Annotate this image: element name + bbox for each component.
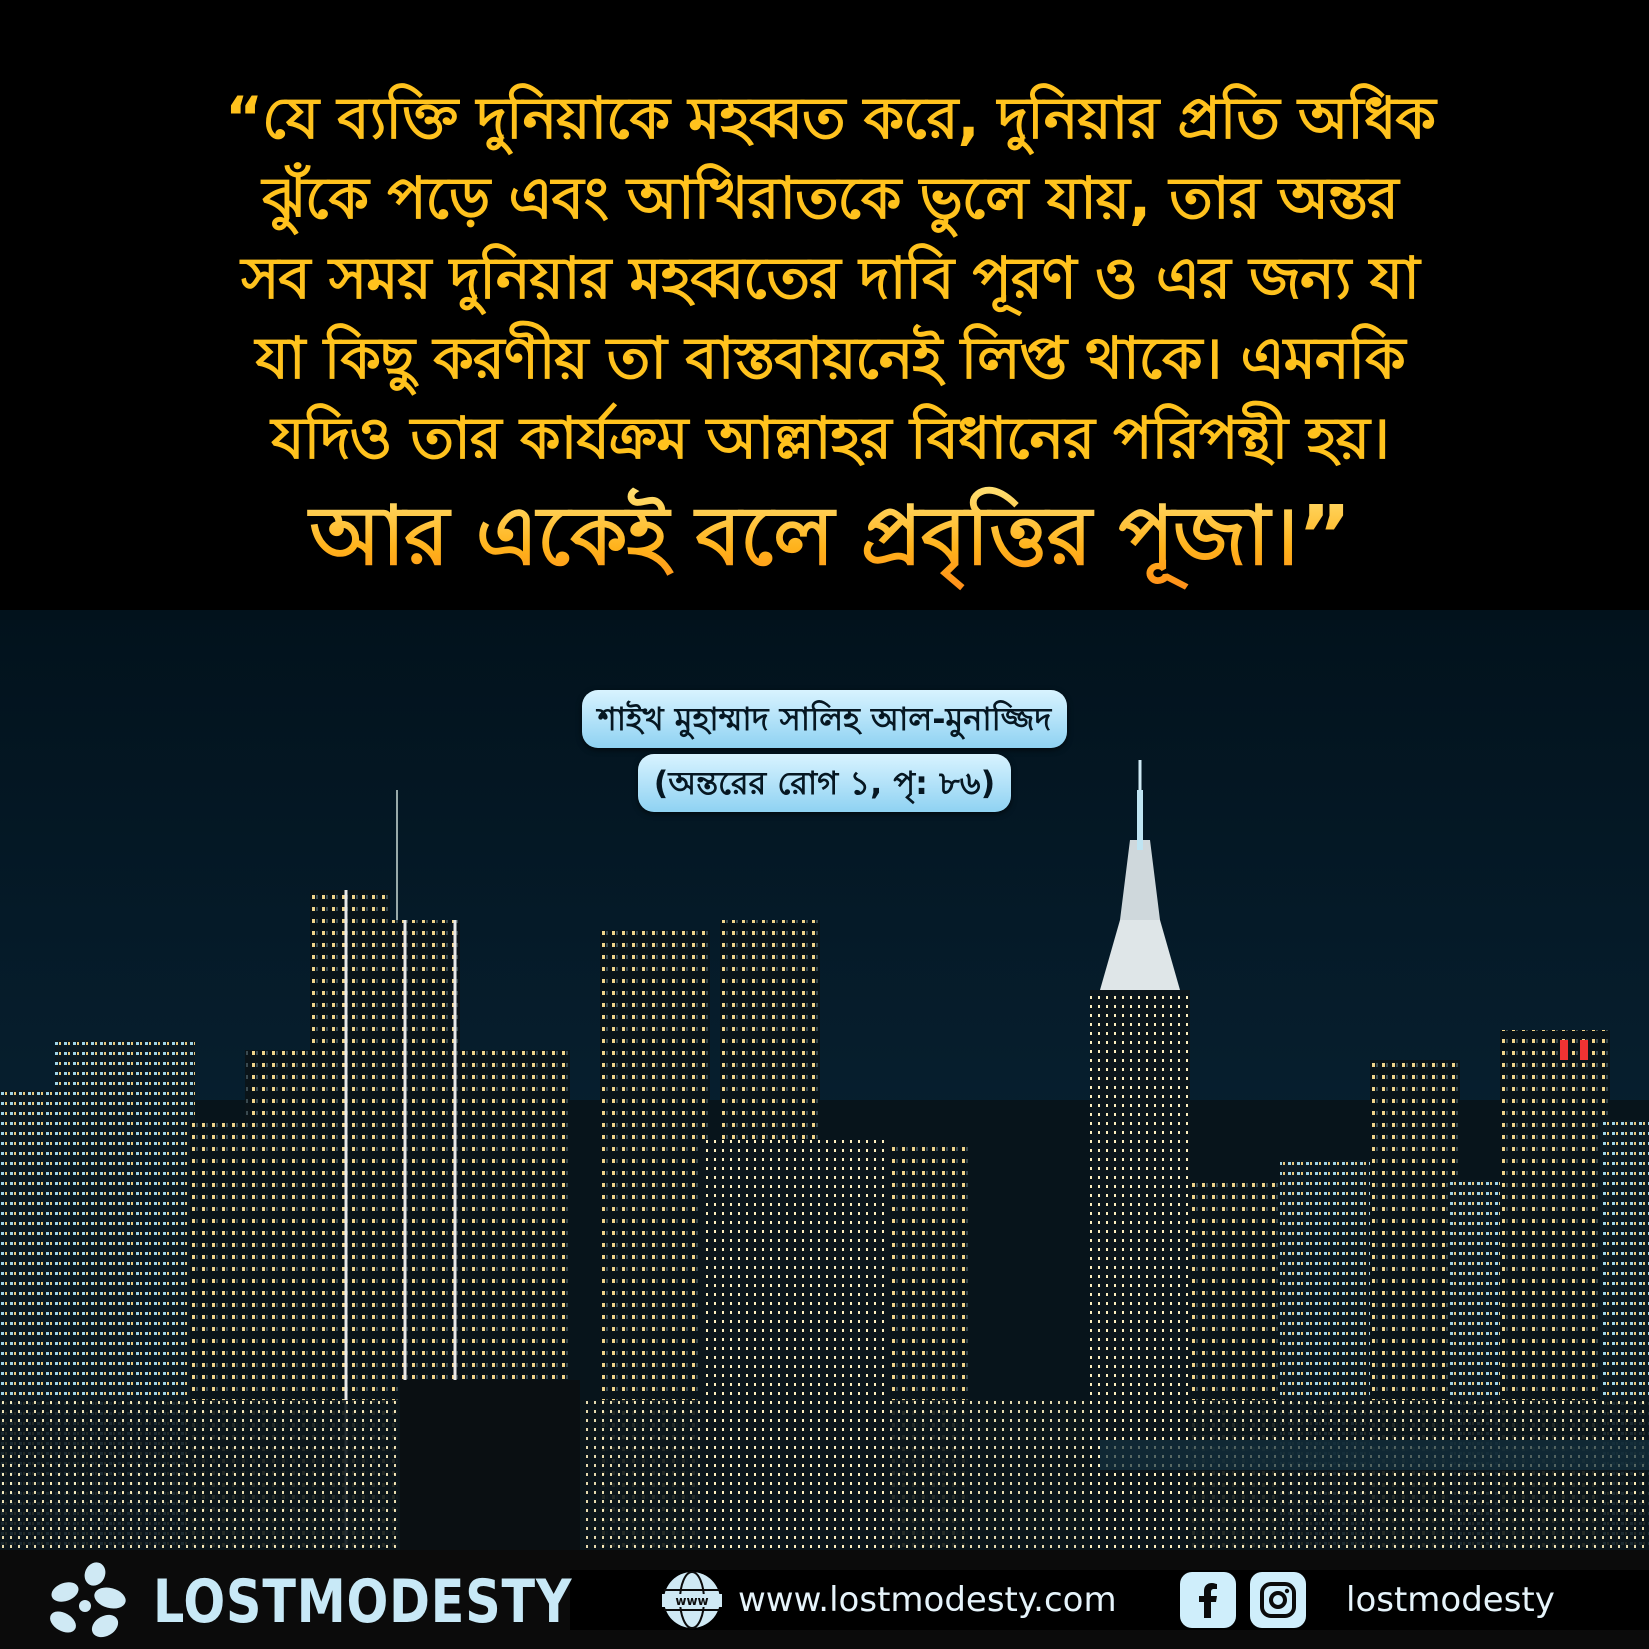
quote-line-1: “যে ব্যক্তি দুনিয়াকে মহব্বত করে, দুনিয়ার প্রতি অধিক <box>225 84 1435 152</box>
quote-line-4: যা কিছু করণীয় তা বাস্তবায়নেই লিপ্ত থাকে। এমনকি <box>255 324 1405 392</box>
city-skyline-image <box>0 760 1649 1550</box>
citation <box>0 690 1649 812</box>
facebook-icon[interactable] <box>1180 1572 1236 1628</box>
globe-icon <box>660 1570 724 1630</box>
brand-logo <box>35 1562 664 1642</box>
quote-line-5: যদিও তার কার্যক্রম আল্লাহর বিধানের পরিপন্থী হয়। <box>271 404 1389 472</box>
citation-author: শাইখ মুহাম্মাদ সালিহ আল-মুনাজ্জিদ <box>582 690 1067 748</box>
website-link[interactable] <box>660 1570 1117 1630</box>
quote-line-2: ঝুঁকে পড়ে এবং আখিরাতকে ভুলে যায়, তার অন্তর <box>262 164 1398 232</box>
quote-closing-line: আর একেই বলে প্রবৃত্তির পূজা।” <box>80 482 1580 592</box>
globe-www-text: www <box>675 1594 709 1608</box>
brand-name: LOSTMODESTY <box>153 1567 573 1637</box>
quote-line-3: সব সময় দুনিয়ার মহব্বতের দাবি পূরণ ও এর জন্য যা <box>241 244 1419 312</box>
instagram-icon[interactable] <box>1250 1572 1306 1628</box>
social-handle[interactable]: lostmodesty <box>1346 1580 1555 1620</box>
social-links <box>1180 1568 1555 1632</box>
quote-block <box>80 78 1580 592</box>
leaf-logo-icon <box>35 1562 135 1642</box>
website-url[interactable]: www.lostmodesty.com <box>738 1580 1117 1620</box>
citation-source: (অন্তরের রোগ ১, পৃ: ৮৬) <box>638 754 1012 812</box>
